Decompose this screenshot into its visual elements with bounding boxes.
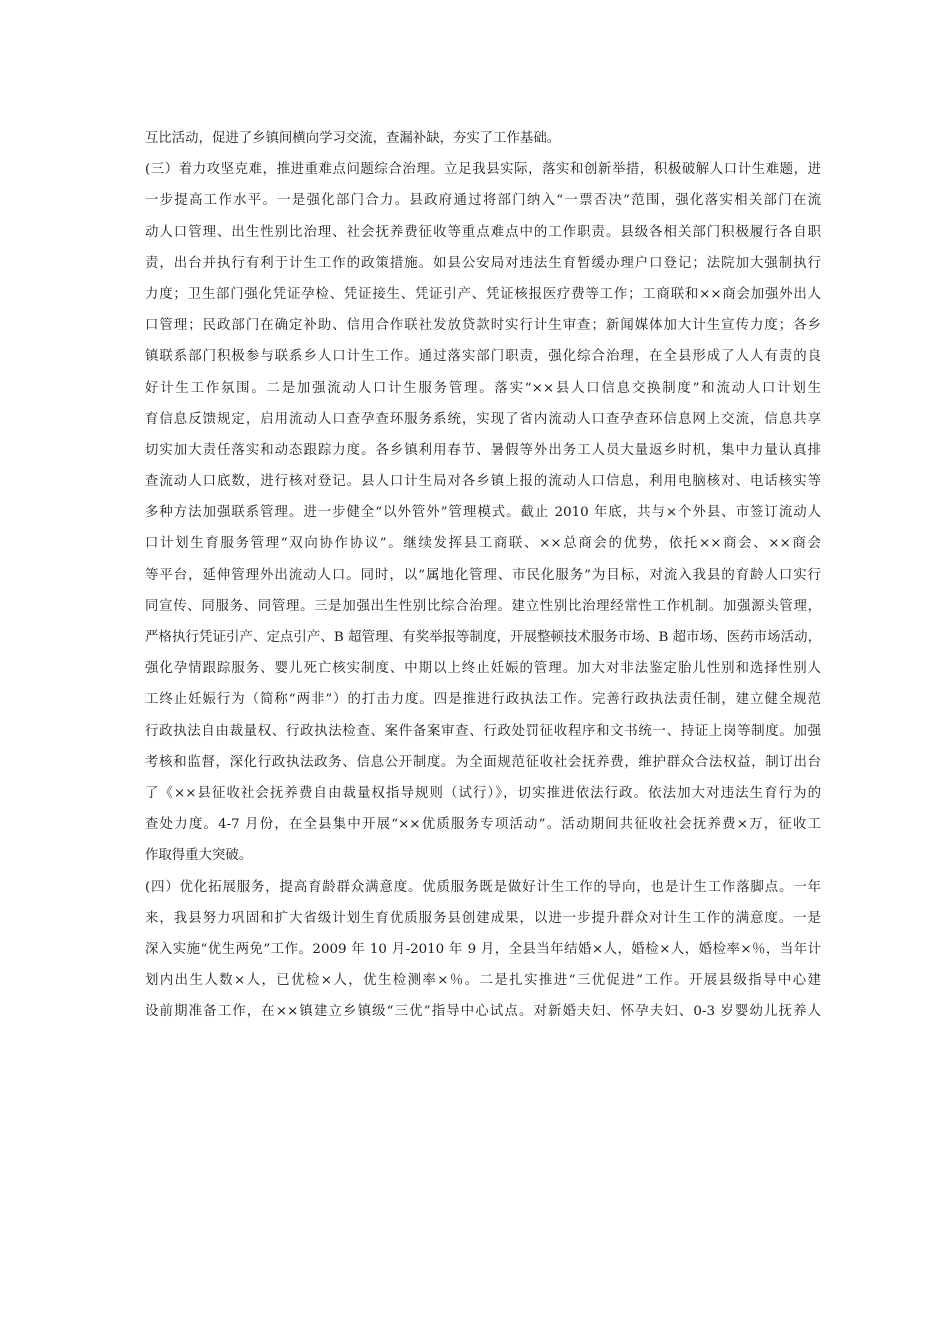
text-line: (四）优化拓展服务，提高育龄群众满意度。优质服务既是做好计生工作的导向，也是计生工作落脚点。一年 (145, 879, 821, 895)
text-line: 行政执法自由裁量权、行政执法检查、案件备案审查、行政处罚征收程序和文书统一、持证上岗等制度。加强 (145, 723, 821, 739)
text-line: 同宣传、同服务、同管理。三是加强出生性别比综合治理。建立性别比治理经常性工作机制。加强源头管理， (145, 598, 821, 614)
text-line: 划内出生人数×人，已优检×人，优生检测率×％。二是扎实推进“三优促进”工作。开展县级指导中心建 (145, 973, 821, 989)
text-line: 育信息反馈规定，启用流动人口查孕查环服务系统，实现了省内流动人口查孕查环信息网上交流，信息共享 (145, 411, 821, 427)
text-line: 来，我县努力巩固和扩大省级计划生育优质服务县创建成果，以进一步提升群众对计生工作的满意度。一是 (145, 910, 821, 926)
text-line: 互比活动，促进了乡镇间横向学习交流，查漏补缺，夯实了工作基础。 (145, 131, 561, 146)
text-line: 切实加大责任落实和动态跟踪力度。各乡镇利用春节、暑假等外出务工人员大量返乡时机，集中力量认真排 (145, 442, 821, 458)
text-line: 设前期准备工作，在××镇建立乡镇级“三优”指导中心试点。对新婚夫妇、怀孕夫妇、0-3 岁婴幼儿抚养人 (145, 1004, 821, 1020)
text-line: 责，出台并执行有利于计生工作的政策措施。如县公安局对违法生育暂缓办理户口登记；法院加大强制执行 (145, 255, 821, 271)
text-line: 口计划生育服务管理“双向协作协议”。继续发挥县工商联、××总商会的优势，依托××商会、××商会 (145, 536, 821, 552)
text-line: 查流动人口底数，进行核对登记。县人口计生局对各乡镇上报的流动人口信息，利用电脑核对、电话核实等 (145, 474, 821, 490)
text-line: 作取得重大突破。 (145, 848, 253, 864)
text-line: (三）着力攻坚克难，推进重难点问题综合治理。立足我县实际，落实和创新举措，积极破解人口计生难题，进 (145, 162, 821, 178)
text-line: 口管理；民政部门在确定补助、信用合作联社发放贷款时实行计生审查；新闻媒体加大计生宣传力度；各乡 (145, 318, 821, 334)
text-line: 动人口管理、出生性别比治理、社会抚养费征收等重点难点中的工作职责。县级各相关部门积极履行各自职 (145, 224, 821, 240)
text-line: 工终止妊娠行为（简称“两非”）的打击力度。四是推进行政执法工作。完善行政执法责任制，建立健全规范 (145, 692, 821, 708)
text-line: 强化孕情跟踪服务、婴儿死亡核实制度、中期以上终止妊娠的管理。加大对非法鉴定胎儿性别和选择性别人 (145, 661, 821, 677)
text-line: 好计生工作氛围。二是加强流动人口计生服务管理。落实“××县人口信息交换制度”和流动人口计划生 (145, 380, 821, 396)
text-line: 深入实施“优生两免”工作。2009 年 10 月-2010 年 9 月，全县当年结婚×人，婚检×人，婚检率×％，当年计 (145, 941, 821, 957)
text-line: 严格执行凭证引产、定点引产、B 超管理、有奖举报等制度，开展整顿技术服务市场、B 超市场、医药市场活动， (145, 630, 821, 645)
text-line: 考核和监督，深化行政执法政务、信息公开制度。为全面规范征收社会抚养费，维护群众合法权益，制订出台 (145, 754, 821, 770)
text-line: 查处力度。4-7 月份，在全县集中开展“××优质服务专项活动”。活动期间共征收社会抚养费×万，征收工 (145, 817, 821, 833)
text-line: 多种方法加强联系管理。进一步健全“以外管外”管理模式。截止 2010 年底，共与×个外县、市签订流动人 (145, 505, 821, 521)
text-line: 了《××县征收社会抚养费自由裁量权指导规则（试行）》，切实推进依法行政。依法加大对违法生育行为的 (145, 785, 821, 801)
document-body (145, 123, 821, 1027)
text-line: 力度；卫生部门强化凭证孕检、凭证接生、凭证引产、凭证核报医疗费等工作；工商联和××商会加强外出人 (145, 286, 821, 302)
text-line: 一步提高工作水平。一是强化部门合力。县政府通过将部门纳入“一票否决”范围，强化落实相关部门在流 (145, 193, 821, 209)
text-line: 等平台，延伸管理外出流动人口。同时，以“属地化管理、市民化服务”为目标，对流入我县的育龄人口实行 (145, 567, 821, 583)
text-line: 镇联系部门积极参与联系乡人口计生工作。通过落实部门职责，强化综合治理，在全县形成了人人有责的良 (145, 349, 821, 365)
